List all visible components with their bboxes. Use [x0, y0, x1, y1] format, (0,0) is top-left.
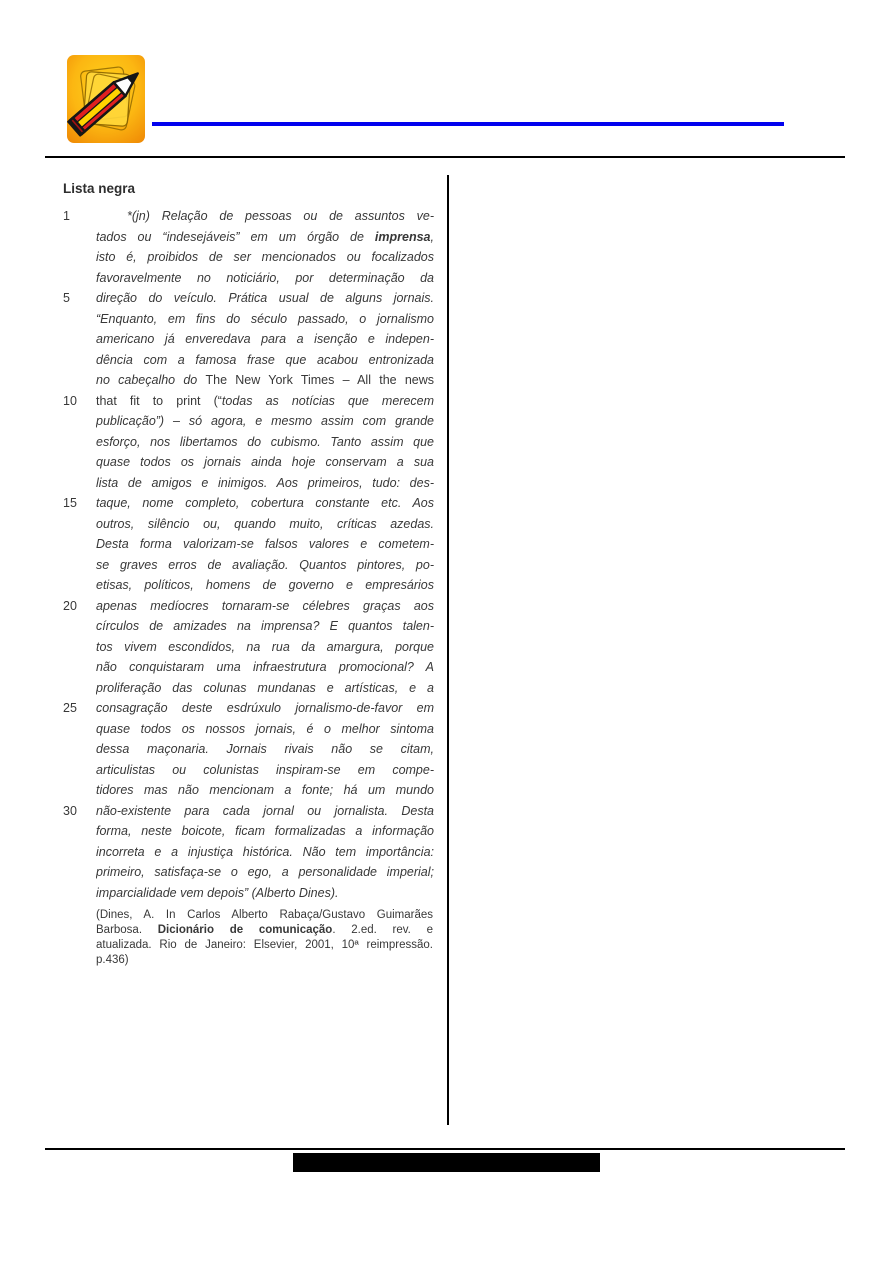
passage-line-text: Desta forma valorizam-se falsos valores e cometem-: [96, 537, 434, 551]
passage-line: [63, 370, 443, 391]
passage-line: [63, 842, 443, 863]
passage-line-text: proliferação das colunas mundanas e artísticas, e a: [96, 680, 434, 695]
passage-line: [63, 452, 443, 473]
line-number: 25: [63, 701, 77, 715]
passage-line: [63, 555, 443, 576]
passage-line: [63, 698, 443, 719]
pencil-papers-logo-icon: [67, 55, 145, 143]
line-number: [63, 227, 96, 248]
line-number: [63, 821, 96, 842]
passage-line-text: no cabeçalho do The New York Times – All the news: [96, 373, 434, 387]
passage-line-text: outros, silêncio ou, quando muito, críticas azedas.: [96, 516, 434, 531]
passage-line: [63, 760, 443, 781]
line-number: [63, 555, 96, 576]
passage-line-text: círculos de amizades na imprensa? E quantos talen-: [96, 619, 434, 633]
passage-line-text: quase todos os nossos jornais, é o melhor sintoma: [96, 721, 434, 736]
passage-line-text: não-existente para cada jornal ou jornalista. Desta: [96, 803, 434, 818]
passage-text-block: [63, 206, 443, 903]
passage-line-text: não conquistaram uma infraestrutura promocional? A: [96, 660, 434, 674]
passage-line-text: direção do veículo. Prática usual de alguns jornais.: [96, 291, 434, 305]
passage-line-text: dessa maçonaria. Jornais rivais não se citam,: [96, 742, 434, 756]
passage-line-text: favoravelmente no noticiário, por determinação da: [96, 270, 434, 285]
passage-line: [63, 206, 443, 227]
passage-line: [63, 411, 443, 432]
passage-line-text: “Enquanto, em fins do século passado, o jornalismo: [96, 311, 434, 326]
passage-line: [63, 391, 443, 412]
line-number: [63, 329, 96, 350]
line-number: [63, 637, 96, 658]
passage-line: [63, 514, 443, 535]
passage-line: [63, 473, 443, 494]
passage-line: [63, 227, 443, 248]
passage-line-text: primeiro, satisfaça-se o ego, a personalidade imperial;: [96, 865, 434, 879]
line-number: [63, 760, 96, 781]
passage-line: [63, 637, 443, 658]
line-number: [63, 739, 96, 760]
line-number: [63, 350, 96, 371]
line-number: [63, 616, 96, 637]
line-number: [63, 452, 96, 473]
passage-line: [63, 801, 443, 822]
line-number: [63, 657, 96, 678]
line-number: [63, 370, 96, 391]
line-number: 30: [63, 803, 77, 818]
line-number: [63, 473, 96, 494]
passage-line-text: esforço, nos libertamos do cubismo. Tanto assim que: [96, 434, 434, 449]
passage-line-text: americano já enveredava para a isenção e indepen-: [96, 332, 434, 346]
passage-line-text: taque, nome completo, cobertura constante etc. Aos: [96, 496, 434, 510]
passage-line: [63, 616, 443, 637]
passage-line: [63, 883, 443, 904]
line-number: 20: [63, 598, 77, 613]
passage-line-text: quase todos os jornais ainda hoje conservam a sua: [96, 455, 434, 469]
black-redaction-bar: [293, 1153, 600, 1172]
passage-line-text: publicação”) – só agora, e mesmo assim com grande: [96, 414, 434, 428]
header-blue-rule: [152, 122, 784, 126]
passage-line: [63, 575, 443, 596]
citation-line: [96, 923, 433, 938]
citation-block: [96, 908, 433, 968]
passage-line: [63, 309, 443, 330]
line-number: [63, 678, 96, 699]
line-number: [63, 534, 96, 555]
passage-line-text: imparcialidade vem depois” (Alberto Dines).: [96, 885, 339, 900]
line-number: 10: [63, 393, 77, 408]
line-number: [63, 411, 96, 432]
line-number: [63, 862, 96, 883]
line-number: [63, 268, 96, 289]
line-number: [63, 514, 96, 535]
line-number: [63, 883, 96, 904]
passage-line-text: articulistas ou colunistas inspiram-se em compe-: [96, 762, 434, 777]
passage-line-text: dência com a famosa frase que acabou entronizada: [96, 352, 434, 367]
passage-line-text: incorreta e a injustiça histórica. Não tem importância:: [96, 844, 434, 859]
passage-line: [63, 268, 443, 289]
line-number: 5: [63, 291, 70, 305]
line-number: [63, 842, 96, 863]
footer-divider-rule: [45, 1148, 845, 1150]
passage-line: [63, 432, 443, 453]
passage-line-text: *(jn) Relação de pessoas ou de assuntos ve-: [127, 209, 434, 223]
passage-line: [63, 247, 443, 268]
passage-line: [63, 288, 443, 309]
passage-line-text: lista de amigos e inimigos. Aos primeiros, tudo: des-: [96, 475, 434, 490]
citation-line-text: (Dines, A. In Carlos Alberto Rabaça/Gustavo Guimarães: [96, 909, 433, 921]
line-number: 15: [63, 496, 77, 510]
column-divider: [447, 175, 449, 1125]
line-number: [63, 719, 96, 740]
passage-line-text: forma, neste boicote, ficam formalizadas a informação: [96, 824, 434, 838]
passage-line: [63, 862, 443, 883]
passage-line: [63, 493, 443, 514]
passage-line-text: tados ou “indesejáveis” em um órgão de imprensa,: [96, 229, 434, 244]
passage-line-text: consagração deste esdrúxulo jornalismo-de-favor em: [96, 701, 434, 715]
passage-line: [63, 534, 443, 555]
passage-line: [63, 657, 443, 678]
passage-line: [63, 821, 443, 842]
passage-line-text: apenas medíocres tornaram-se célebres graças aos: [96, 598, 434, 613]
line-number: 1: [63, 209, 70, 223]
line-number: [63, 575, 96, 596]
passage-line: [63, 780, 443, 801]
passage-line-text: that fit to print (“todas as notícias que merecem: [96, 393, 434, 408]
passage-line: [63, 350, 443, 371]
citation-line-text: Barbosa. Dicionário de comunicação. 2.ed. rev. e: [96, 924, 433, 936]
passage-line: [63, 719, 443, 740]
citation-line: [96, 908, 433, 923]
passage-line: [63, 678, 443, 699]
passage-line-text: isto é, proibidos de ser mencionados ou focalizados: [96, 250, 434, 264]
passage-line-text: tidores mas não mencionam a fonte; há um mundo: [96, 783, 434, 797]
citation-line-text: p.436): [96, 954, 129, 966]
header-divider-rule: [45, 156, 845, 158]
passage-line: [63, 739, 443, 760]
line-number: [63, 780, 96, 801]
page-title: Lista negra: [63, 181, 136, 196]
citation-line: [96, 953, 433, 968]
passage-line-text: etisas, políticos, homens de governo e empresários: [96, 578, 434, 592]
citation-line: [96, 938, 433, 953]
citation-line-text: atualizada. Rio de Janeiro: Elsevier, 2001, 10ª reimpressão.: [96, 939, 433, 951]
passage-line-text: se graves erros de avaliação. Quantos pintores, po-: [96, 557, 434, 572]
line-number: [63, 309, 96, 330]
line-number: [63, 432, 96, 453]
passage-line-text: tos vivem escondidos, na rua da amargura, porque: [96, 639, 434, 654]
passage-line: [63, 329, 443, 350]
line-number: [63, 247, 96, 268]
passage-line: [63, 596, 443, 617]
